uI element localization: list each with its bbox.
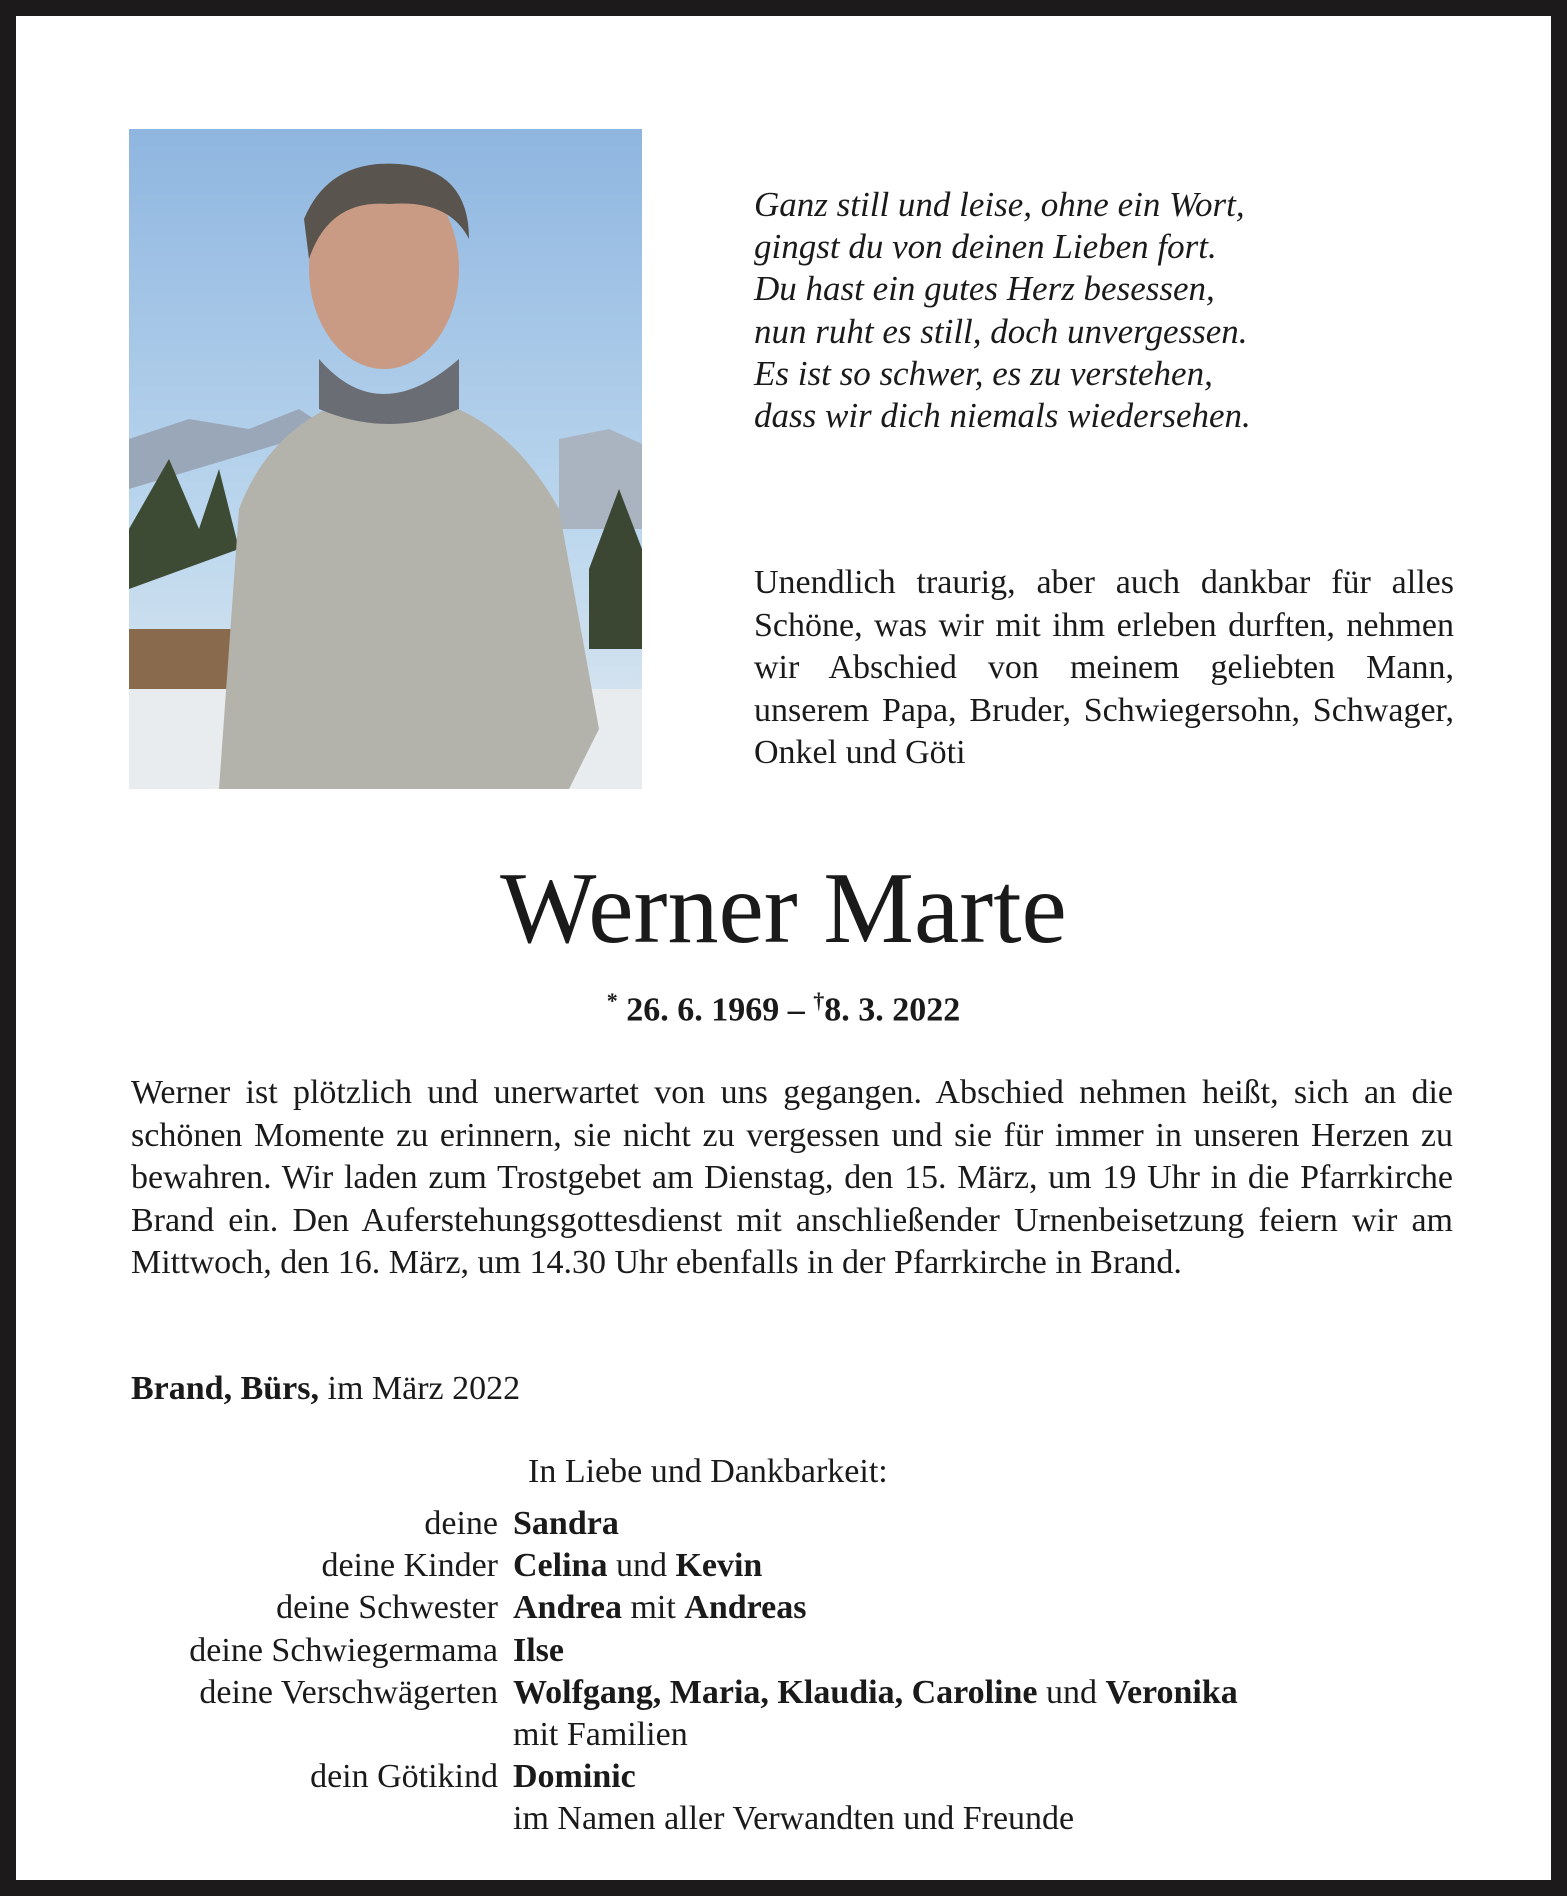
date: im März 2022	[319, 1370, 521, 1407]
death-symbol: †	[813, 988, 825, 1013]
mourner-name: Wolfgang, Maria, Klaudia, Caroline	[513, 1673, 1038, 1711]
intro-text: Unendlich traurig, aber auch dankbar für alles Schöne, was wir mit ihm erleben durften, nehmen wir Abschied von meinem geliebten Mann, unserem Papa, Bruder, Schwiegersohn, Schwager, Onkel und Göti	[754, 564, 1454, 771]
birth-date: 26. 6. 1969	[626, 991, 780, 1029]
connector-text: und	[607, 1547, 676, 1585]
birth-symbol: *	[606, 988, 618, 1013]
place-date	[131, 1370, 520, 1408]
poem-line: Es ist so schwer, es zu verstehen,	[754, 353, 1213, 393]
mourner-name: Sandra	[513, 1505, 619, 1542]
connector-text: und	[1037, 1673, 1106, 1711]
mourner-names	[513, 1672, 1238, 1714]
poem-line: Du hast ein gutes Herz besessen,	[754, 269, 1215, 309]
life-dates	[16, 988, 1551, 1029]
place: Brand, Bürs,	[131, 1370, 319, 1407]
poem-line: Ganz still und leise, ohne ein Wort,	[754, 185, 1245, 224]
relation-label: deine Verschwägerten	[199, 1673, 498, 1711]
memorial-poem	[754, 184, 1251, 437]
mourner-name: Kevin	[675, 1547, 763, 1585]
poem-line: nun ruht es still, doch unvergessen.	[754, 311, 1248, 351]
closing-line: In Liebe und Dankbarkeit:	[528, 1453, 888, 1490]
mourner-row	[16, 1714, 1466, 1756]
poem-line: dass wir dich niemals wiedersehen.	[754, 396, 1251, 436]
mourner-name: Celina	[513, 1547, 608, 1585]
mourner-row	[16, 1672, 1466, 1714]
mourner-name: Veronika	[1105, 1673, 1238, 1711]
relation-label	[16, 1714, 513, 1756]
relation-label: deine	[424, 1505, 498, 1542]
mourners-list	[16, 1503, 1466, 1841]
mourner-names	[513, 1798, 1074, 1840]
relation-label: deine Schwiegermama	[189, 1631, 498, 1669]
mourner-names	[513, 1503, 619, 1545]
mourner-names	[513, 1714, 688, 1756]
mourner-row	[16, 1587, 1466, 1629]
mourner-names	[513, 1630, 564, 1672]
mourner-names	[513, 1756, 636, 1798]
mourner-name: Andrea	[513, 1589, 622, 1627]
relation-label	[16, 1798, 513, 1840]
mourner-row	[16, 1756, 1466, 1798]
mourner-names	[513, 1587, 806, 1629]
connector-text: im Namen aller Verwandten und Freunde	[513, 1800, 1075, 1838]
mourner-row	[16, 1503, 1466, 1545]
relation-label: deine Kinder	[321, 1547, 498, 1585]
relation-label: deine Schwester	[276, 1589, 498, 1627]
deceased-name: Werner Marte	[500, 852, 1067, 965]
poem-line: gingst du von deinen Lieben fort.	[754, 227, 1217, 267]
mourner-name: Andreas	[684, 1589, 807, 1627]
mourner-row	[16, 1630, 1466, 1672]
connector-text: mit	[621, 1589, 685, 1627]
connector-text: mit Familien	[513, 1716, 688, 1754]
obituary-page	[16, 16, 1551, 1880]
funeral-details: Werner ist plötzlich und unerwartet von uns gegangen. Abschied nehmen heißt, sich an die schönen Momente zu erinnern, sie nicht zu vergessen und sie für immer in unseren Herzen zu bewahren. Wir laden zum Trostgebet am Dienstag, den 15. März, um 19 Uhr in die Pfarrkirche Brand ein. Den Auferstehungsgottesdienst mit anschließender Urnenbeisetzung feiern wir am Mittwoch, den 16. März, um 14.30 Uhr ebenfalls in der Pfarrkirche in Brand.	[131, 1074, 1453, 1281]
mourner-row	[16, 1545, 1466, 1587]
mourner-name: Ilse	[513, 1631, 564, 1669]
portrait-photo	[129, 129, 642, 789]
date-separator: –	[779, 991, 814, 1029]
mourner-name: Dominic	[513, 1758, 636, 1796]
death-date: 8. 3. 2022	[824, 991, 961, 1029]
relation-label: dein Götikind	[310, 1758, 498, 1796]
mourner-row	[16, 1798, 1466, 1840]
mourner-names	[513, 1545, 762, 1587]
